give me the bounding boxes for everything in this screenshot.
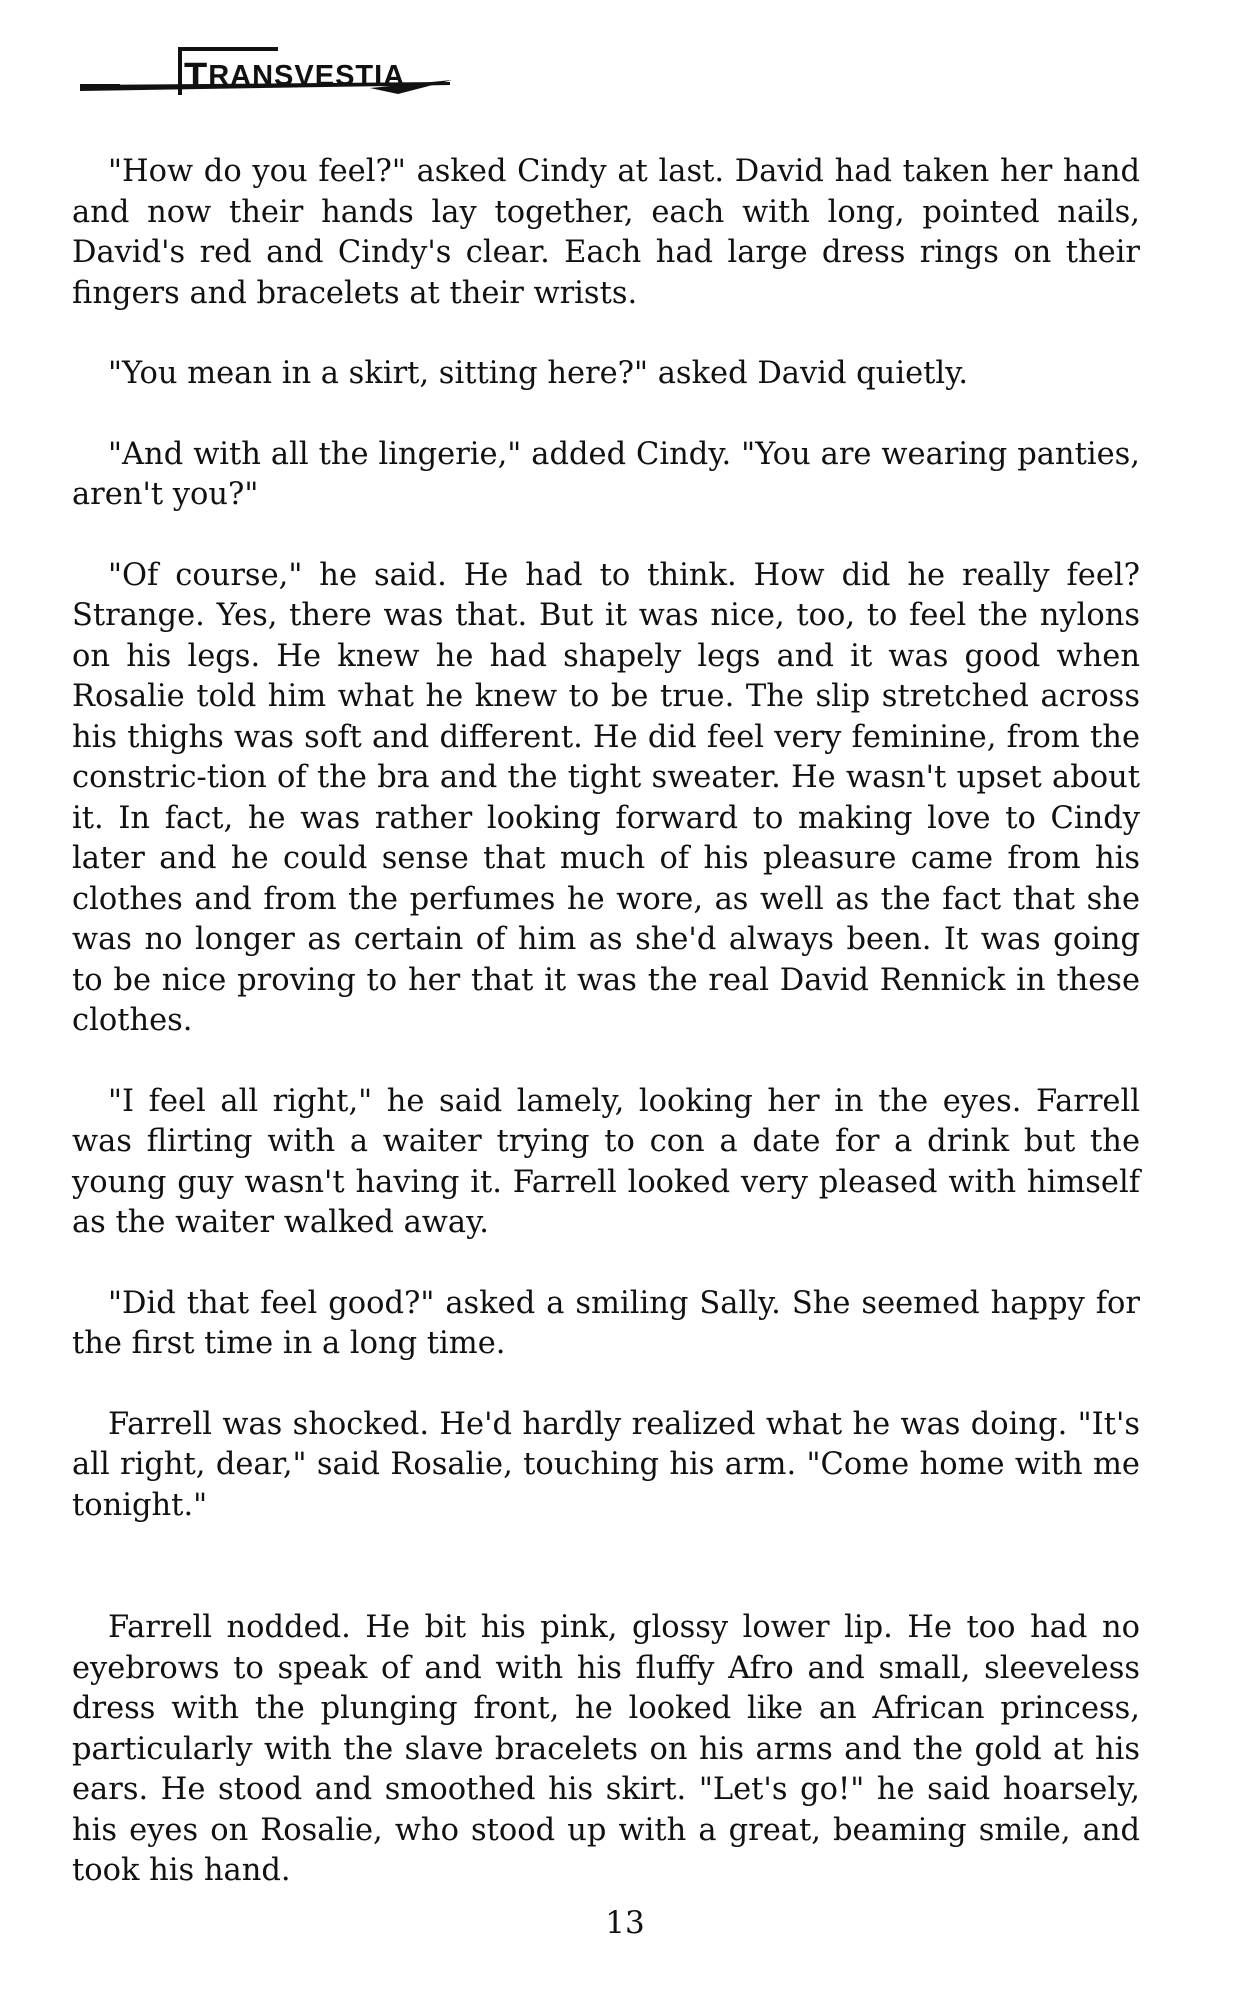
paragraph-6: "Did that feel good?" asked a smiling Sally. She seemed happy for the first time in a long time. bbox=[72, 1285, 1140, 1361]
paragraph-1: "How do you feel?" asked Cindy at last. David had taken her hand and now their hands lay together, each with long, pointed nails, David's red and Cindy's clear. Each had large dress rings on their fingers and bracelets at their wrists. bbox=[72, 154, 1140, 311]
masthead-title bbox=[184, 58, 405, 96]
paragraph-4: "Of course," he said. He had to think. How did he really feel? Strange. Yes, there was that. But it was nice, too, to feel the nylons on his legs. He knew he had shapely legs and it was good when Rosalie told him what he knew to be true. The slip stretched across his thighs was soft and different. He did feel very feminine, from the constric-tion of the bra and the tight sweater. He wasn't upset about it. In fact, he was rather looking forward to making love to Cindy later and he could sense that much of his pleasure came from his clothes and from the perfumes he wore, as well as the fact that she was no longer as certain of him as she'd always been. It was going to be nice proving to her that it was the real David Rennick in these clothes. bbox=[72, 557, 1140, 1038]
paragraph-8: Farrell nodded. He bit his pink, glossy lower lip. He too had no eyebrows to speak of and with his fluffy Afro and small, sleeveless dress with the plunging front, he looked like an African princess, particularly with the slave bracelets on his arms and the gold at his ears. He stood and smoothed his skirt. "Let's go!" he said hoarsely, his eyes on Rosalie, who stood up with a great, beaming smile, and took his hand. bbox=[72, 1610, 1140, 1888]
masthead-rest: RANSVESTIA bbox=[208, 60, 406, 92]
paragraph-2: "You mean in a skirt, sitting here?" asked David quietly. bbox=[108, 356, 969, 391]
masthead-initial: T bbox=[184, 56, 209, 98]
masthead-logo bbox=[80, 38, 480, 118]
article-body bbox=[72, 152, 1140, 1932]
paragraph-3: "And with all the lingerie," added Cindy. "You are wearing panties, aren't you?" bbox=[72, 436, 1140, 512]
page-number: 13 bbox=[605, 1905, 645, 1941]
paragraph-5: "I feel all right," he said lamely, looking her in the eyes. Farrell was flirting with a waiter trying to con a date for a drink but the young guy wasn't having it. Farrell looked very pleased with himself as the waiter walked away. bbox=[72, 1083, 1140, 1240]
paragraph-7: Farrell was shocked. He'd hardly realized what he was doing. "It's all right, dear," said Rosalie, touching his arm. "Come home with me tonight." bbox=[72, 1406, 1140, 1523]
